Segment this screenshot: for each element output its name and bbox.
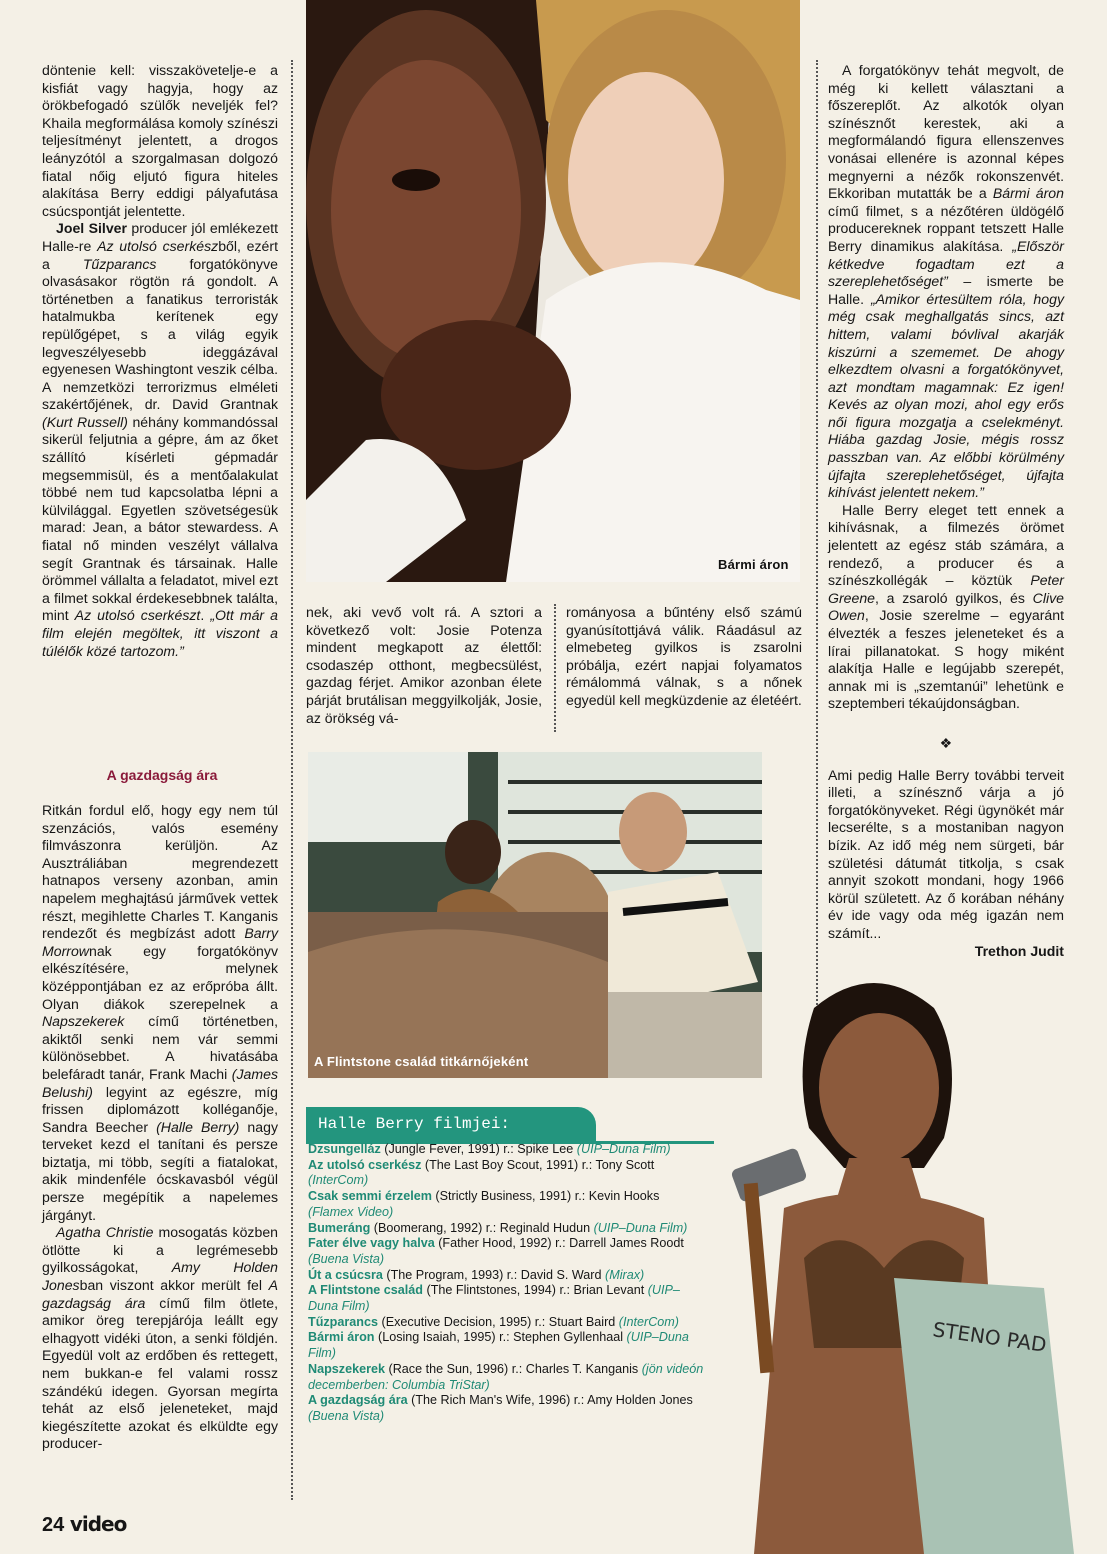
film-distributor: (UIP–Duna Film) [593, 1220, 688, 1235]
film-details: (Losing Isaiah, 1995) r.: Stephen Gyllenhaal [374, 1330, 627, 1345]
film-title: Az utolsó cserkész [308, 1157, 422, 1172]
film-title: Bármi áron [308, 1330, 375, 1345]
film-distributor: (jön videón decemberben: Columbia TriStar) [308, 1361, 704, 1392]
photo-barmi-aron [306, 0, 800, 582]
film-details: (The Rich Man's Wife, 1996) r.: Amy Holden Jones [407, 1393, 693, 1408]
magazine-logo: video [69, 1512, 127, 1536]
film-distributor: (Buena Vista) [308, 1251, 385, 1266]
column-left-lower [42, 802, 278, 1453]
quote: „Amikor értesültem róla, hogy még csak meghallgatás sincs, azt hittem, valami bóvlival akarják kiszúrni a szememet. De ahogy elkezdtem olvasni a forgatókönyvet, azt mondtam magamnak: Ez igen! Kevés az olyan mozi, ahol egy erős női figura mozgatja a cselekményt. Hiába gazdag Josie, mégis rossz passzban van. Az előbbi körülmény újfajta szereplehetőséget, újfajta kihívást jelentett nekem.” [828, 290, 1064, 501]
paragraph: rományosa a bűntény első számú gyanúsítottjává válik. Ráadásul az elmebeteg gyilkos is zsarolni próbálja, ezért napjai folyamatos rémálommá válnak, s a nőnek egyedül kell megküzdenie az életéért. [566, 604, 802, 708]
text: mosogatás közben ötlötte ki a legrémesebb gyilkosságokat, [42, 1224, 278, 1276]
filmography-title: Halle Berry filmjei: [306, 1107, 596, 1141]
film-title: Napszekerek [308, 1361, 386, 1376]
film-title: Napszekerek [42, 1013, 125, 1030]
text: című történetben, akiktől senki nem vár semmi különösebbet. A hivatásába belefáradt tanár, Frank Machi [42, 1013, 278, 1082]
film-distributor: (InterCom) [308, 1173, 369, 1188]
film-details: (Race the Sun, 1996) r.: Charles T. Kanganis [385, 1361, 642, 1376]
film-details: (Father Hood, 1992) r.: Darrell James Roodt [434, 1236, 684, 1251]
text: ban viszont akkor merült fel [79, 1277, 269, 1294]
film-title: Út a csúcsra [308, 1267, 383, 1282]
name: Clive Owen [828, 589, 1064, 624]
name: Barry Morrow [42, 925, 278, 959]
paragraph [42, 802, 278, 1224]
filmography-entry [308, 1283, 708, 1314]
paragraph: nek, aki vevő volt rá. A sztori a következő volt: Josie Potenza mindent megkapott az élettől: csodaszép otthont, megbecsülést, gazdag férjet. Amikor azonban élete párját brutálisan meggyilkolják, Josie, az örökség vá- [306, 604, 542, 726]
film-details: (Boomerang, 1992) r.: Reginald Hudun [370, 1220, 594, 1235]
text: forgatókönyve olvasásakor rögtön rá gondolt. A történetben a fanatikus terroristák hatalmukba kerítenek egy repülőgépet, s a világ egyik legveszélyesebb ideggázával egyenesen Washingtont veszik célba. A nemzetközi terrorizmus elméleti szakértőjének, dr. David Grantnak [42, 255, 278, 413]
filmography-entry [308, 1189, 708, 1220]
text: legyint az egészre, míg frissen diplomázott kolléganője, Sandra Beecher [42, 1083, 278, 1135]
divider-ornament: ❖ [939, 734, 953, 751]
actor: (Kurt Russell) [42, 413, 128, 430]
name: Peter Greene [828, 572, 1064, 606]
filmography-entry [308, 1158, 708, 1189]
column-left [42, 62, 278, 660]
text: Halle Berry eleget tett ennek a kihívásnak, a filmezés örömet jelentett az egész stáb számára, a rendező, a producer és a színészkollégák – köztük [828, 501, 1064, 589]
film-title: A gazdagság ára [42, 1277, 278, 1311]
film-distributor: (InterCom) [618, 1314, 679, 1329]
film-title: Tűzparancs [308, 1314, 378, 1329]
film-distributor: (UIP–Duna Film) [308, 1283, 680, 1314]
film-title: Fater élve vagy halva [308, 1236, 435, 1251]
filmography-entry [308, 1221, 708, 1237]
page-number: 24 [42, 1514, 65, 1536]
paragraph [828, 502, 1064, 713]
photo-halle-berry [694, 968, 1096, 1554]
film-title: Tűzparancs [82, 255, 157, 272]
photo-illustration [306, 0, 800, 582]
film-details: (The Program, 1993) r.: David S. Ward [382, 1267, 606, 1282]
text: , Josie szerelme – egyaránt élvezték a feszes jeleneteket és a lírai pillanatokat. S hogy miként alakítja Halle e legújabb szerepét, annak mi is „szemtanúi” lehetünk e szeptemberi tékaújdonságban. [828, 607, 1064, 712]
paragraph: Ami pedig Halle Berry további terveit illeti, a színésznő várja a jó forgatókönyveket. Régi ügynökét már lecserélte, s a mostaniban nagyon bízik. Az idő még nem sürgeti, bár születési dátumát titkolja, s csak annyit szokott mondani, hogy 1966 körül született. Az ő korában néhány év ide vagy oda még igazán nem számít... [828, 766, 1064, 941]
paragraph [828, 62, 1064, 502]
column-right [828, 62, 1064, 960]
text: . [200, 607, 211, 624]
film-title: Az utolsó cserkészt [74, 607, 201, 624]
text: nak egy forgatókönyv elkészítésére, melynek középpontjában ez az erőpróba állt. Olyan diákok szerepelnek a [42, 942, 278, 1012]
column-divider [291, 60, 293, 1500]
column-middle-b [566, 604, 802, 710]
column-middle-a [306, 604, 542, 727]
quote: „Ott már a film elején megöltek, itt viszont a túlélők közé tartozom.” [42, 607, 278, 659]
filmography-entry [308, 1362, 708, 1393]
caption-photo-top: Bármi áron [718, 557, 789, 572]
photo-prop-text: STENO PAD [931, 1317, 1049, 1357]
actor: (James Belushi) [42, 1065, 278, 1100]
film-distributor: (Buena Vista) [308, 1408, 385, 1423]
film-distributor: (Flamex Video) [308, 1204, 394, 1219]
quote: „Először kétkedve fogadtam ezt a szereplehetőséget” [828, 237, 1064, 290]
page-footer [42, 1512, 126, 1537]
paragraph [42, 1224, 278, 1453]
film-title: A gazdagság ára [308, 1393, 408, 1408]
caption-photo-middle: A Flintstone család titkárnőjeként [314, 1054, 529, 1069]
filmography-list [308, 1142, 708, 1425]
filmography-entry [308, 1236, 708, 1267]
filmography-entry [308, 1330, 708, 1361]
film-details: (Jungle Fever, 1991) r.: Spike Lee [380, 1142, 577, 1156]
column-divider [554, 604, 556, 732]
photo-illustration [694, 968, 1096, 1554]
text: című filmet, s a nézőtéren üldögélő producereknek roppant tetszett Halle Berry dinamikus alakítása. [828, 202, 1064, 254]
text: ből, ezért a [42, 237, 278, 272]
film-distributor: (UIP–Duna Film) [308, 1330, 689, 1361]
text: A forgatókönyv tehát megvolt, de még ki kellett választani a főszereplőt. Az alkotók olyan színésznőt kerestek, aki a megformálandó figura ellenszenves vonásai ellenére is azonnal képes megnyerni a nézők rokonszenvét. Ekkoriban mutatták be a [828, 62, 1064, 202]
text: Ritkán fordul elő, hogy egy nem túl szenzációs, valós esemény filmvászonra kerüljön. Az Ausztráliában megrendezett hatnapos verseny azonban, amin napelem meghajtású járművek vettek részt, megihlette Charles T. Kanganis rendezőt és megbízást adott [42, 802, 278, 942]
film-distributor: (UIP–Duna Film) [576, 1142, 671, 1156]
text: című film ötlete, amikor öreg terepjárója leállt egy elhagyott vidéki úton, a senki földjén. Egyedül volt az erdőben és rettegett, nem bukkan-e fel valami rossz szándékú idegen. Gyorsan megírta tehát az első jeleneteket, majd kiegészítette azokat és elküldte egy producer- [42, 1294, 279, 1452]
film-title: Bármi áron [992, 185, 1064, 202]
text: nagy terveket kezd el tanítani és persze biztatja, mi több, segíti a fiatalokat, akik mindenféle ócskavasból végül persze megépítik a napelemes járgányt. [42, 1118, 278, 1223]
film-details: (Executive Decision, 1995) r.: Stuart Baird [378, 1314, 619, 1329]
actor: (Halle Berry) [156, 1118, 240, 1135]
column-divider [816, 60, 818, 1105]
film-title: Bumeráng [308, 1220, 371, 1235]
film-distributor: (Mirax) [605, 1267, 645, 1282]
film-title: A Flintstone család [308, 1283, 423, 1298]
text: néhány kommandóssal sikerül feljutnia a gépre, ám az őket szállító kísérleti gépmadár megsemmisül, és a mentőalakulat többé nem tud kapcsolatba lépni a külvilággal. Egyetlen szövetségesük marad: Jean, a bátor stewardess. A fiatal nő minden veszélyt vállalva segít Grantnak és társainak. Halle örömmel vállalta a feladatot, mivel ezt a filmet sokkal érdekesebbnek találta, mint [42, 413, 278, 624]
text: producer jól emlékezett Halle-re [42, 220, 279, 254]
paragraph: döntenie kell: visszakövetelje-e a kisfiát vagy hagyja, hogy az örökbefogadó szülők neveljék fel? Khaila megformálása komoly színészi teljesítményt jelentett, a drogos leányzótól a szorgalmasan dolgozó fiatal nőig eljutó figura hiteles alakítása Berry eddigi pályafutása csúcspontját jelentette. [42, 62, 278, 219]
filmography-entry [308, 1268, 708, 1284]
text: – ismerte be Halle. [828, 273, 1064, 307]
text: , a zsaroló gyilkos, és [875, 589, 1033, 606]
film-details: (The Flintstones, 1994) r.: Brian Levant [423, 1283, 648, 1298]
section-heading: A gazdagság ára [106, 767, 218, 783]
film-title: Dzsungelláz [308, 1142, 381, 1156]
filmography-entry [308, 1393, 708, 1424]
name: Amy Holden Jones [42, 1259, 279, 1294]
film-details: (The Last Boy Scout, 1991) r.: Tony Scott [421, 1157, 655, 1172]
paragraph [42, 220, 278, 660]
filmography-entry [308, 1142, 708, 1158]
film-details: (Strictly Business, 1991) r.: Kevin Hooks [431, 1189, 660, 1204]
name: Joel Silver [56, 220, 127, 237]
filmography-entry [308, 1315, 708, 1331]
film-title: Csak semmi érzelem [308, 1189, 432, 1204]
name: Agatha Christie [56, 1224, 154, 1241]
film-title: Az utolsó cserkész [97, 237, 219, 254]
author: Trethon Judit [974, 942, 1064, 959]
